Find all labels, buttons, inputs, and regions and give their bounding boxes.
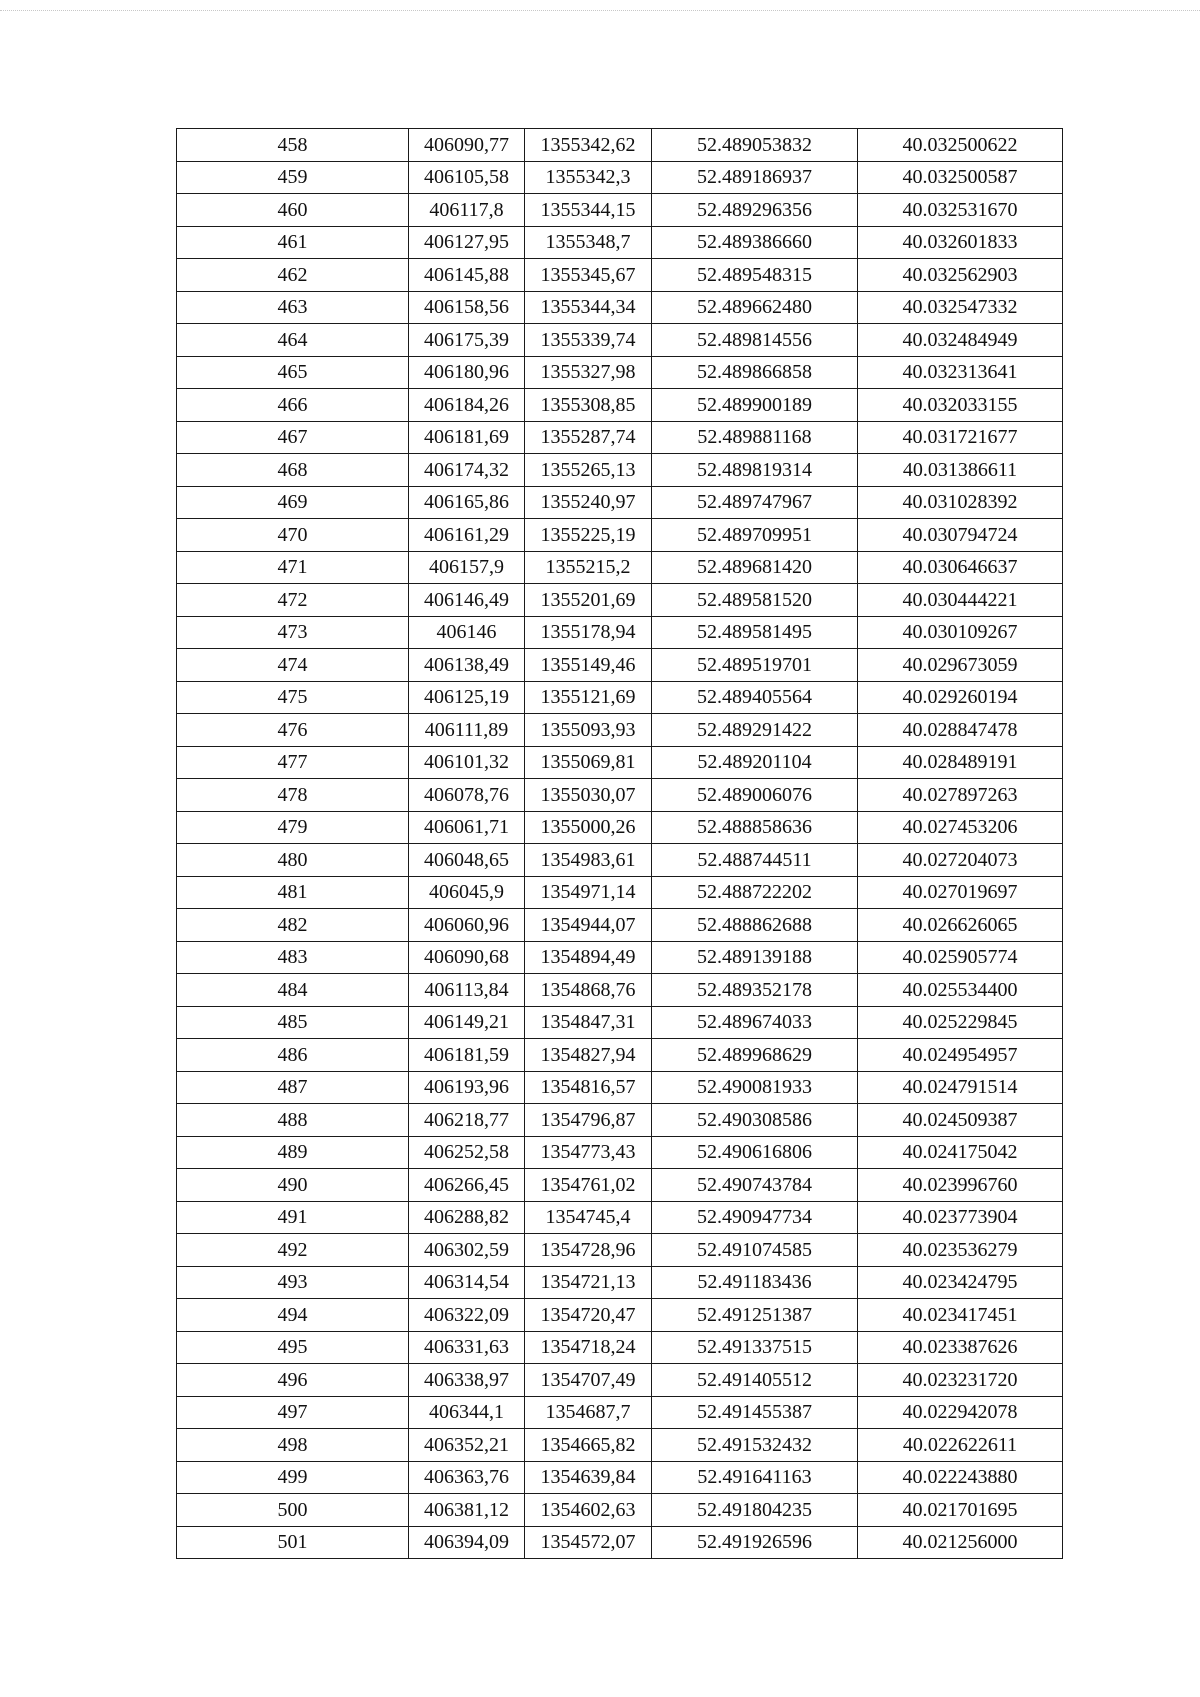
- point-number-cell: 469: [177, 486, 409, 519]
- x-coordinate-cell: 406193,96: [409, 1071, 525, 1104]
- scan-edge-line: [0, 10, 1200, 11]
- latitude-cell: 52.488722202: [652, 876, 858, 909]
- point-number-cell: 489: [177, 1136, 409, 1169]
- table-row: [177, 226, 1063, 259]
- table-row: [177, 1494, 1063, 1527]
- x-coordinate-cell: 406344,1: [409, 1396, 525, 1429]
- y-coordinate-cell: 1355287,74: [525, 421, 652, 454]
- longitude-cell: 40.030646637: [858, 551, 1063, 584]
- latitude-cell: 52.489747967: [652, 486, 858, 519]
- longitude-cell: 40.032601833: [858, 226, 1063, 259]
- point-number-cell: 501: [177, 1526, 409, 1559]
- x-coordinate-cell: 406314,54: [409, 1266, 525, 1299]
- latitude-cell: 52.491532432: [652, 1429, 858, 1462]
- y-coordinate-cell: 1354868,76: [525, 974, 652, 1007]
- latitude-cell: 52.489681420: [652, 551, 858, 584]
- latitude-cell: 52.489581495: [652, 616, 858, 649]
- y-coordinate-cell: 1355030,07: [525, 779, 652, 812]
- x-coordinate-cell: 406125,19: [409, 681, 525, 714]
- table-row: [177, 551, 1063, 584]
- longitude-cell: 40.032500622: [858, 129, 1063, 162]
- latitude-cell: 52.491183436: [652, 1266, 858, 1299]
- point-number-cell: 459: [177, 161, 409, 194]
- y-coordinate-cell: 1354773,43: [525, 1136, 652, 1169]
- longitude-cell: 40.023387626: [858, 1331, 1063, 1364]
- y-coordinate-cell: 1354602,63: [525, 1494, 652, 1527]
- longitude-cell: 40.032562903: [858, 259, 1063, 292]
- longitude-cell: 40.032313641: [858, 356, 1063, 389]
- y-coordinate-cell: 1354718,24: [525, 1331, 652, 1364]
- y-coordinate-cell: 1355308,85: [525, 389, 652, 422]
- longitude-cell: 40.023231720: [858, 1364, 1063, 1397]
- x-coordinate-cell: 406138,49: [409, 649, 525, 682]
- latitude-cell: 52.489296356: [652, 194, 858, 227]
- point-number-cell: 476: [177, 714, 409, 747]
- x-coordinate-cell: 406146: [409, 616, 525, 649]
- longitude-cell: 40.030794724: [858, 519, 1063, 552]
- longitude-cell: 40.030444221: [858, 584, 1063, 617]
- point-number-cell: 473: [177, 616, 409, 649]
- point-number-cell: 465: [177, 356, 409, 389]
- longitude-cell: 40.028847478: [858, 714, 1063, 747]
- y-coordinate-cell: 1355339,74: [525, 324, 652, 357]
- latitude-cell: 52.489866858: [652, 356, 858, 389]
- latitude-cell: 52.491405512: [652, 1364, 858, 1397]
- latitude-cell: 52.489201104: [652, 746, 858, 779]
- point-number-cell: 493: [177, 1266, 409, 1299]
- y-coordinate-cell: 1355348,7: [525, 226, 652, 259]
- y-coordinate-cell: 1354572,07: [525, 1526, 652, 1559]
- y-coordinate-cell: 1354894,49: [525, 941, 652, 974]
- y-coordinate-cell: 1355342,3: [525, 161, 652, 194]
- x-coordinate-cell: 406174,32: [409, 454, 525, 487]
- longitude-cell: 40.023424795: [858, 1266, 1063, 1299]
- table-row: [177, 1039, 1063, 1072]
- point-number-cell: 463: [177, 291, 409, 324]
- y-coordinate-cell: 1354665,82: [525, 1429, 652, 1462]
- table-row: [177, 616, 1063, 649]
- y-coordinate-cell: 1355240,97: [525, 486, 652, 519]
- table-row: [177, 811, 1063, 844]
- table-row: [177, 291, 1063, 324]
- longitude-cell: 40.023996760: [858, 1169, 1063, 1202]
- table-row: [177, 1461, 1063, 1494]
- coordinate-table-body: [177, 129, 1063, 1559]
- coordinate-table: [176, 128, 1063, 1559]
- table-row: [177, 844, 1063, 877]
- latitude-cell: 52.489139188: [652, 941, 858, 974]
- latitude-cell: 52.489968629: [652, 1039, 858, 1072]
- point-number-cell: 467: [177, 421, 409, 454]
- latitude-cell: 52.491804235: [652, 1494, 858, 1527]
- x-coordinate-cell: 406352,21: [409, 1429, 525, 1462]
- longitude-cell: 40.022243880: [858, 1461, 1063, 1494]
- point-number-cell: 482: [177, 909, 409, 942]
- y-coordinate-cell: 1354745,4: [525, 1201, 652, 1234]
- longitude-cell: 40.027897263: [858, 779, 1063, 812]
- x-coordinate-cell: 406061,71: [409, 811, 525, 844]
- table-row: [177, 486, 1063, 519]
- x-coordinate-cell: 406101,32: [409, 746, 525, 779]
- longitude-cell: 40.024509387: [858, 1104, 1063, 1137]
- table-row: [177, 421, 1063, 454]
- longitude-cell: 40.021256000: [858, 1526, 1063, 1559]
- longitude-cell: 40.024175042: [858, 1136, 1063, 1169]
- table-row: [177, 389, 1063, 422]
- point-number-cell: 488: [177, 1104, 409, 1137]
- x-coordinate-cell: 406175,39: [409, 324, 525, 357]
- longitude-cell: 40.022942078: [858, 1396, 1063, 1429]
- longitude-cell: 40.027204073: [858, 844, 1063, 877]
- table-row: [177, 129, 1063, 162]
- y-coordinate-cell: 1354983,61: [525, 844, 652, 877]
- y-coordinate-cell: 1354816,57: [525, 1071, 652, 1104]
- point-number-cell: 462: [177, 259, 409, 292]
- latitude-cell: 52.491251387: [652, 1299, 858, 1332]
- longitude-cell: 40.021701695: [858, 1494, 1063, 1527]
- x-coordinate-cell: 406105,58: [409, 161, 525, 194]
- x-coordinate-cell: 406338,97: [409, 1364, 525, 1397]
- longitude-cell: 40.025905774: [858, 941, 1063, 974]
- longitude-cell: 40.023773904: [858, 1201, 1063, 1234]
- x-coordinate-cell: 406184,26: [409, 389, 525, 422]
- x-coordinate-cell: 406218,77: [409, 1104, 525, 1137]
- point-number-cell: 461: [177, 226, 409, 259]
- longitude-cell: 40.031028392: [858, 486, 1063, 519]
- longitude-cell: 40.027453206: [858, 811, 1063, 844]
- y-coordinate-cell: 1354728,96: [525, 1234, 652, 1267]
- latitude-cell: 52.490616806: [652, 1136, 858, 1169]
- latitude-cell: 52.491074585: [652, 1234, 858, 1267]
- x-coordinate-cell: 406078,76: [409, 779, 525, 812]
- point-number-cell: 470: [177, 519, 409, 552]
- longitude-cell: 40.024791514: [858, 1071, 1063, 1104]
- table-row: [177, 584, 1063, 617]
- y-coordinate-cell: 1354707,49: [525, 1364, 652, 1397]
- longitude-cell: 40.023536279: [858, 1234, 1063, 1267]
- latitude-cell: 52.490743784: [652, 1169, 858, 1202]
- longitude-cell: 40.031721677: [858, 421, 1063, 454]
- latitude-cell: 52.488858636: [652, 811, 858, 844]
- latitude-cell: 52.490308586: [652, 1104, 858, 1137]
- table-row: [177, 259, 1063, 292]
- latitude-cell: 52.488744511: [652, 844, 858, 877]
- table-row: [177, 1104, 1063, 1137]
- longitude-cell: 40.032484949: [858, 324, 1063, 357]
- y-coordinate-cell: 1355342,62: [525, 129, 652, 162]
- table-row: [177, 324, 1063, 357]
- y-coordinate-cell: 1355000,26: [525, 811, 652, 844]
- longitude-cell: 40.032547332: [858, 291, 1063, 324]
- x-coordinate-cell: 406161,29: [409, 519, 525, 552]
- table-row: [177, 1396, 1063, 1429]
- x-coordinate-cell: 406252,58: [409, 1136, 525, 1169]
- latitude-cell: 52.489519701: [652, 649, 858, 682]
- longitude-cell: 40.023417451: [858, 1299, 1063, 1332]
- y-coordinate-cell: 1355069,81: [525, 746, 652, 779]
- table-row: [177, 1364, 1063, 1397]
- point-number-cell: 471: [177, 551, 409, 584]
- latitude-cell: 52.489581520: [652, 584, 858, 617]
- longitude-cell: 40.029260194: [858, 681, 1063, 714]
- x-coordinate-cell: 406331,63: [409, 1331, 525, 1364]
- table-row: [177, 746, 1063, 779]
- x-coordinate-cell: 406113,84: [409, 974, 525, 1007]
- table-row: [177, 1429, 1063, 1462]
- x-coordinate-cell: 406180,96: [409, 356, 525, 389]
- table-row: [177, 941, 1063, 974]
- point-number-cell: 487: [177, 1071, 409, 1104]
- y-coordinate-cell: 1354687,7: [525, 1396, 652, 1429]
- point-number-cell: 479: [177, 811, 409, 844]
- point-number-cell: 497: [177, 1396, 409, 1429]
- point-number-cell: 472: [177, 584, 409, 617]
- y-coordinate-cell: 1354721,13: [525, 1266, 652, 1299]
- point-number-cell: 480: [177, 844, 409, 877]
- x-coordinate-cell: 406149,21: [409, 1006, 525, 1039]
- y-coordinate-cell: 1355201,69: [525, 584, 652, 617]
- point-number-cell: 475: [177, 681, 409, 714]
- x-coordinate-cell: 406322,09: [409, 1299, 525, 1332]
- table-row: [177, 519, 1063, 552]
- longitude-cell: 40.031386611: [858, 454, 1063, 487]
- y-coordinate-cell: 1354796,87: [525, 1104, 652, 1137]
- x-coordinate-cell: 406127,95: [409, 226, 525, 259]
- y-coordinate-cell: 1354639,84: [525, 1461, 652, 1494]
- latitude-cell: 52.489819314: [652, 454, 858, 487]
- x-coordinate-cell: 406045,9: [409, 876, 525, 909]
- latitude-cell: 52.489053832: [652, 129, 858, 162]
- table-row: [177, 714, 1063, 747]
- latitude-cell: 52.489352178: [652, 974, 858, 1007]
- latitude-cell: 52.489662480: [652, 291, 858, 324]
- x-coordinate-cell: 406117,8: [409, 194, 525, 227]
- table-row: [177, 1331, 1063, 1364]
- latitude-cell: 52.489709951: [652, 519, 858, 552]
- latitude-cell: 52.490081933: [652, 1071, 858, 1104]
- longitude-cell: 40.029673059: [858, 649, 1063, 682]
- point-number-cell: 492: [177, 1234, 409, 1267]
- x-coordinate-cell: 406381,12: [409, 1494, 525, 1527]
- latitude-cell: 52.489291422: [652, 714, 858, 747]
- point-number-cell: 496: [177, 1364, 409, 1397]
- point-number-cell: 466: [177, 389, 409, 422]
- point-number-cell: 474: [177, 649, 409, 682]
- y-coordinate-cell: 1355178,94: [525, 616, 652, 649]
- longitude-cell: 40.028489191: [858, 746, 1063, 779]
- point-number-cell: 498: [177, 1429, 409, 1462]
- table-row: [177, 974, 1063, 1007]
- table-row: [177, 1071, 1063, 1104]
- longitude-cell: 40.027019697: [858, 876, 1063, 909]
- y-coordinate-cell: 1355344,15: [525, 194, 652, 227]
- y-coordinate-cell: 1354971,14: [525, 876, 652, 909]
- longitude-cell: 40.026626065: [858, 909, 1063, 942]
- point-number-cell: 458: [177, 129, 409, 162]
- x-coordinate-cell: 406090,68: [409, 941, 525, 974]
- latitude-cell: 52.491337515: [652, 1331, 858, 1364]
- x-coordinate-cell: 406145,88: [409, 259, 525, 292]
- latitude-cell: 52.488862688: [652, 909, 858, 942]
- y-coordinate-cell: 1355265,13: [525, 454, 652, 487]
- point-number-cell: 464: [177, 324, 409, 357]
- y-coordinate-cell: 1355225,19: [525, 519, 652, 552]
- point-number-cell: 495: [177, 1331, 409, 1364]
- point-number-cell: 499: [177, 1461, 409, 1494]
- y-coordinate-cell: 1354847,31: [525, 1006, 652, 1039]
- point-number-cell: 468: [177, 454, 409, 487]
- y-coordinate-cell: 1354827,94: [525, 1039, 652, 1072]
- latitude-cell: 52.490947734: [652, 1201, 858, 1234]
- x-coordinate-cell: 406146,49: [409, 584, 525, 617]
- x-coordinate-cell: 406266,45: [409, 1169, 525, 1202]
- x-coordinate-cell: 406165,86: [409, 486, 525, 519]
- y-coordinate-cell: 1355215,2: [525, 551, 652, 584]
- table-row: [177, 649, 1063, 682]
- x-coordinate-cell: 406363,76: [409, 1461, 525, 1494]
- point-number-cell: 484: [177, 974, 409, 1007]
- x-coordinate-cell: 406181,59: [409, 1039, 525, 1072]
- x-coordinate-cell: 406181,69: [409, 421, 525, 454]
- latitude-cell: 52.489881168: [652, 421, 858, 454]
- y-coordinate-cell: 1355344,34: [525, 291, 652, 324]
- table-row: [177, 1006, 1063, 1039]
- point-number-cell: 478: [177, 779, 409, 812]
- latitude-cell: 52.491926596: [652, 1526, 858, 1559]
- latitude-cell: 52.491455387: [652, 1396, 858, 1429]
- x-coordinate-cell: 406394,09: [409, 1526, 525, 1559]
- point-number-cell: 485: [177, 1006, 409, 1039]
- x-coordinate-cell: 406060,96: [409, 909, 525, 942]
- point-number-cell: 483: [177, 941, 409, 974]
- table-row: [177, 1136, 1063, 1169]
- table-row: [177, 779, 1063, 812]
- latitude-cell: 52.489405564: [652, 681, 858, 714]
- x-coordinate-cell: 406157,9: [409, 551, 525, 584]
- longitude-cell: 40.022622611: [858, 1429, 1063, 1462]
- table-row: [177, 909, 1063, 942]
- latitude-cell: 52.489674033: [652, 1006, 858, 1039]
- latitude-cell: 52.489548315: [652, 259, 858, 292]
- x-coordinate-cell: 406302,59: [409, 1234, 525, 1267]
- y-coordinate-cell: 1355093,93: [525, 714, 652, 747]
- y-coordinate-cell: 1354944,07: [525, 909, 652, 942]
- table-row: [177, 1299, 1063, 1332]
- latitude-cell: 52.489186937: [652, 161, 858, 194]
- point-number-cell: 490: [177, 1169, 409, 1202]
- x-coordinate-cell: 406090,77: [409, 129, 525, 162]
- latitude-cell: 52.489006076: [652, 779, 858, 812]
- point-number-cell: 481: [177, 876, 409, 909]
- longitude-cell: 40.032500587: [858, 161, 1063, 194]
- point-number-cell: 477: [177, 746, 409, 779]
- longitude-cell: 40.032531670: [858, 194, 1063, 227]
- x-coordinate-cell: 406288,82: [409, 1201, 525, 1234]
- x-coordinate-cell: 406111,89: [409, 714, 525, 747]
- table-row: [177, 194, 1063, 227]
- longitude-cell: 40.032033155: [858, 389, 1063, 422]
- point-number-cell: 494: [177, 1299, 409, 1332]
- table-row: [177, 1526, 1063, 1559]
- point-number-cell: 460: [177, 194, 409, 227]
- table-row: [177, 681, 1063, 714]
- y-coordinate-cell: 1355327,98: [525, 356, 652, 389]
- table-row: [177, 161, 1063, 194]
- longitude-cell: 40.025534400: [858, 974, 1063, 1007]
- latitude-cell: 52.491641163: [652, 1461, 858, 1494]
- x-coordinate-cell: 406158,56: [409, 291, 525, 324]
- table-row: [177, 1169, 1063, 1202]
- longitude-cell: 40.024954957: [858, 1039, 1063, 1072]
- latitude-cell: 52.489900189: [652, 389, 858, 422]
- point-number-cell: 500: [177, 1494, 409, 1527]
- y-coordinate-cell: 1355121,69: [525, 681, 652, 714]
- latitude-cell: 52.489386660: [652, 226, 858, 259]
- longitude-cell: 40.025229845: [858, 1006, 1063, 1039]
- latitude-cell: 52.489814556: [652, 324, 858, 357]
- table-row: [177, 356, 1063, 389]
- y-coordinate-cell: 1355149,46: [525, 649, 652, 682]
- table-row: [177, 876, 1063, 909]
- table-row: [177, 1201, 1063, 1234]
- table-row: [177, 1266, 1063, 1299]
- table-row: [177, 1234, 1063, 1267]
- point-number-cell: 486: [177, 1039, 409, 1072]
- point-number-cell: 491: [177, 1201, 409, 1234]
- y-coordinate-cell: 1354720,47: [525, 1299, 652, 1332]
- y-coordinate-cell: 1355345,67: [525, 259, 652, 292]
- y-coordinate-cell: 1354761,02: [525, 1169, 652, 1202]
- table-row: [177, 454, 1063, 487]
- x-coordinate-cell: 406048,65: [409, 844, 525, 877]
- longitude-cell: 40.030109267: [858, 616, 1063, 649]
